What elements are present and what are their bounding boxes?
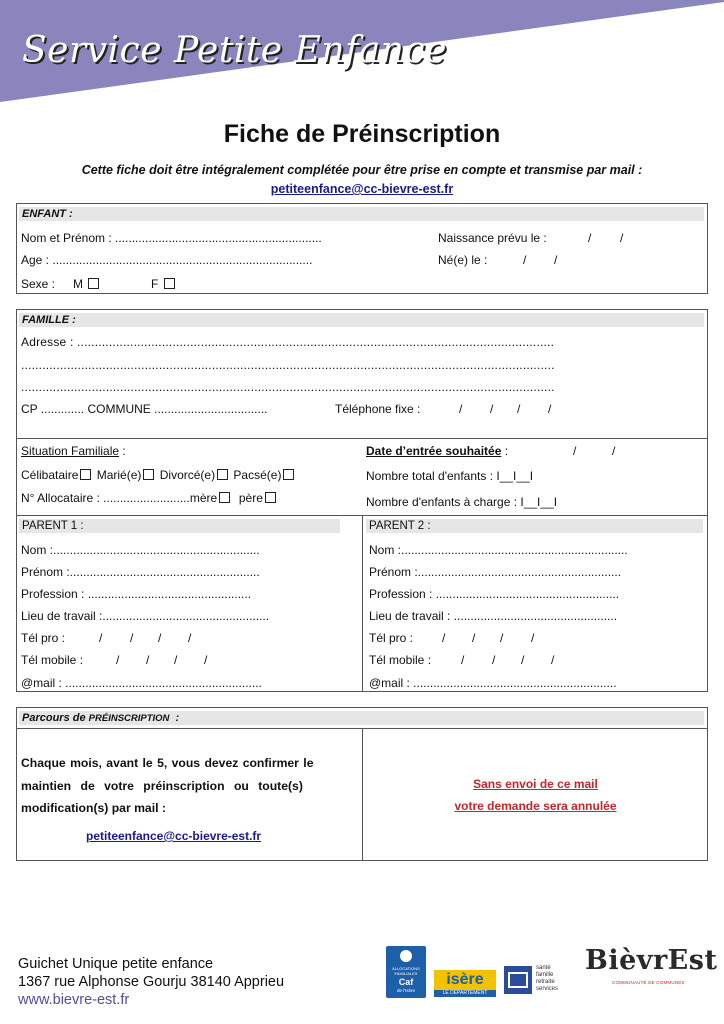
parent2-tel-pro-label: Tél pro : <box>369 631 414 645</box>
parcours-text-line3: modification(s) par mail : <box>21 801 166 815</box>
parent1-mail-field[interactable]: @mail : ........................................................... <box>21 676 262 690</box>
footer-website[interactable]: www.bievre-est.fr <box>18 992 130 1008</box>
parent2-profession-field[interactable]: Profession : ....................................................... <box>369 587 620 601</box>
pere-label: père <box>238 491 263 505</box>
ne-sep-1: / <box>523 253 527 267</box>
parcours-heading-prefix: Parcours de <box>22 712 86 724</box>
naissance-sep-2: / <box>620 231 624 245</box>
page-title: Fiche de Préinscription <box>223 120 501 148</box>
p1-telmob-sep-3: / <box>174 653 178 667</box>
p2-telmob-sep-3: / <box>521 653 525 667</box>
parcours-heading-caps: PRÉINSCRIPTION <box>88 713 170 724</box>
date-entree-sep-1: / <box>573 444 577 458</box>
isere-logo <box>434 970 496 997</box>
enfant-age-field[interactable]: Age : .............................................................................. <box>21 253 313 267</box>
telephone-fixe-label: Téléphone fixe : <box>335 402 421 416</box>
cp-commune-field[interactable]: CP ............. COMMUNE .................................. <box>21 402 268 416</box>
marie-checkbox[interactable] <box>143 469 154 480</box>
p1-telmob-sep-4: / <box>204 653 208 667</box>
p2-telpro-sep-2: / <box>472 631 476 645</box>
naissance-label: Naissance prévu le : <box>438 231 547 245</box>
p2-telmob-sep-4: / <box>551 653 555 667</box>
sexe-m-label: M <box>73 277 83 291</box>
allocataire-row <box>21 491 278 505</box>
warning-line1: Sans envoi de ce mail <box>473 777 598 791</box>
caf-text-1: ALLOCATIONS <box>392 966 420 971</box>
adresse-line-3[interactable]: ....................................................................................................................................................... <box>21 380 555 394</box>
tel-sep-1: / <box>459 402 463 416</box>
situation-familiale <box>21 444 126 458</box>
sexe-f-label: F <box>151 277 159 291</box>
ne-label: Né(e) le : <box>438 253 488 267</box>
celibataire-checkbox[interactable] <box>80 469 91 480</box>
parcours-heading <box>19 711 704 725</box>
p1-telpro-sep-3: / <box>158 631 162 645</box>
sexe-f-checkbox[interactable] <box>164 278 175 289</box>
situation-options <box>21 468 296 482</box>
caf-emblem-icon <box>400 950 412 962</box>
msa-line4: services <box>536 986 559 992</box>
p1-telpro-sep-4: / <box>188 631 192 645</box>
enfant-nom-field[interactable]: Nom et Prénom : .............................................................. <box>21 231 322 245</box>
parent1-prenom-field[interactable]: Prénom :......................................................... <box>21 565 260 579</box>
subtitle: Cette fiche doit être intégralement complétée pour être prise en compte et transmise par mail : <box>81 163 643 177</box>
marie-label: Marié(e) <box>96 468 142 482</box>
footer-line1: Guichet Unique petite enfance <box>18 956 214 972</box>
p2-telpro-sep-3: / <box>500 631 504 645</box>
nb-charge-field[interactable]: Nombre d'enfants à charge : I__I__I <box>366 495 558 509</box>
msa-line2: famille <box>536 972 554 978</box>
parent2-heading: PARENT 2 : <box>366 519 703 533</box>
allocataire-field[interactable]: N° Allocataire : ..........................mère <box>21 491 218 505</box>
celibataire-label: Célibataire <box>21 468 79 482</box>
parent2-lieu-field[interactable]: Lieu de travail : ................................................. <box>369 609 618 623</box>
tel-sep-2: / <box>490 402 494 416</box>
famille-divider-1 <box>16 438 708 439</box>
isere-text: isère <box>446 971 484 988</box>
parcours-col-divider <box>362 728 363 861</box>
parent1-nom-field[interactable]: Nom :.............................................................. <box>21 543 260 557</box>
date-entree-colon: : <box>504 444 509 458</box>
sexe-label: Sexe : <box>21 277 56 291</box>
parcours-text-line1: Chaque mois, avant le 5, vous devez confirmer le <box>21 756 314 770</box>
enfant-heading: ENFANT : <box>19 207 704 221</box>
nb-enfants-field[interactable]: Nombre total d'enfants : I__I__I <box>366 469 534 483</box>
msa-logo-icon <box>504 966 532 994</box>
pacse-checkbox[interactable] <box>283 469 294 480</box>
famille-heading: FAMILLE : <box>19 313 704 327</box>
caf-text-3: Caf <box>398 977 414 987</box>
situation-label: Situation Familiale <box>21 444 120 458</box>
msa-logo-text <box>536 965 558 993</box>
divorce-checkbox[interactable] <box>217 469 228 480</box>
sexe-m-option[interactable] <box>73 277 101 291</box>
date-entree-sep-2: / <box>612 444 616 458</box>
parcours-heading-suffix: : <box>175 712 180 724</box>
p2-telmob-sep-2: / <box>492 653 496 667</box>
msa-line3: retraite <box>536 979 555 985</box>
parent1-tel-pro-label: Tél pro : <box>21 631 66 645</box>
email-link[interactable]: petiteenfance@cc-bievre-est.fr <box>270 182 454 196</box>
adresse-field[interactable]: Adresse : ....................................................................................................................................... <box>21 335 555 349</box>
ne-sep-2: / <box>554 253 558 267</box>
p2-telpro-sep-4: / <box>531 631 535 645</box>
divorce-label: Divorcé(e) <box>159 468 216 482</box>
bievre-est-subtext: COMMUNAUTÉ DE COMMUNES <box>612 980 685 985</box>
parent1-lieu-field[interactable]: Lieu de travail :.................................................. <box>21 609 270 623</box>
banner-title: Service Petite Enfance <box>22 30 447 71</box>
bievre-est-logo: BièvrEst <box>585 945 718 976</box>
situation-colon: : <box>122 444 126 458</box>
msa-emblem <box>508 972 528 988</box>
caf-logo <box>386 946 426 998</box>
pere-checkbox[interactable] <box>265 492 276 503</box>
parent2-mail-field[interactable]: @mail : ............................................................. <box>369 676 617 690</box>
parent1-heading: PARENT 1 : <box>19 519 340 533</box>
p2-telmob-sep-1: / <box>461 653 465 667</box>
sexe-m-checkbox[interactable] <box>88 278 99 289</box>
msa-line1: santé <box>536 965 551 971</box>
p1-telpro-sep-2: / <box>130 631 134 645</box>
p1-telmob-sep-1: / <box>116 653 120 667</box>
p1-telmob-sep-2: / <box>146 653 150 667</box>
parent2-nom-field[interactable]: Nom :.................................................................... <box>369 543 628 557</box>
mere-checkbox[interactable] <box>219 492 230 503</box>
parcours-text-line2: maintien de votre préinscription ou toute(s) <box>21 779 303 793</box>
sexe-f-option[interactable] <box>151 277 177 291</box>
parent1-tel-mobile-label: Tél mobile : <box>21 653 84 667</box>
isere-subtext: LE DÉPARTEMENT <box>442 990 488 996</box>
date-entree <box>366 444 508 458</box>
parent2-prenom-field[interactable]: Prénom :............................................................. <box>369 565 622 579</box>
adresse-line-2[interactable]: ....................................................................................................................................................... <box>21 358 555 372</box>
caf-text-4: de l'Isère <box>396 988 416 993</box>
naissance-sep-1: / <box>588 231 592 245</box>
pacse-label: Pacsé(e) <box>233 468 282 482</box>
caf-text-2: FAMILIALES <box>394 971 418 976</box>
parent2-tel-mobile-label: Tél mobile : <box>369 653 432 667</box>
parents-divider <box>362 515 363 692</box>
date-entree-label: Date d’entrée souhaitée <box>366 444 502 458</box>
parcours-email-link[interactable]: petiteenfance@cc-bievre-est.fr <box>86 829 262 843</box>
footer-address: 1367 rue Alphonse Gourju 38140 Apprieu <box>18 974 285 990</box>
p2-telpro-sep-1: / <box>442 631 446 645</box>
tel-sep-3: / <box>517 402 521 416</box>
parent1-profession-field[interactable]: Profession : ................................................. <box>21 587 252 601</box>
p1-telpro-sep-1: / <box>99 631 103 645</box>
warning-line2: votre demande sera annulée <box>454 799 617 813</box>
tel-sep-4: / <box>548 402 552 416</box>
